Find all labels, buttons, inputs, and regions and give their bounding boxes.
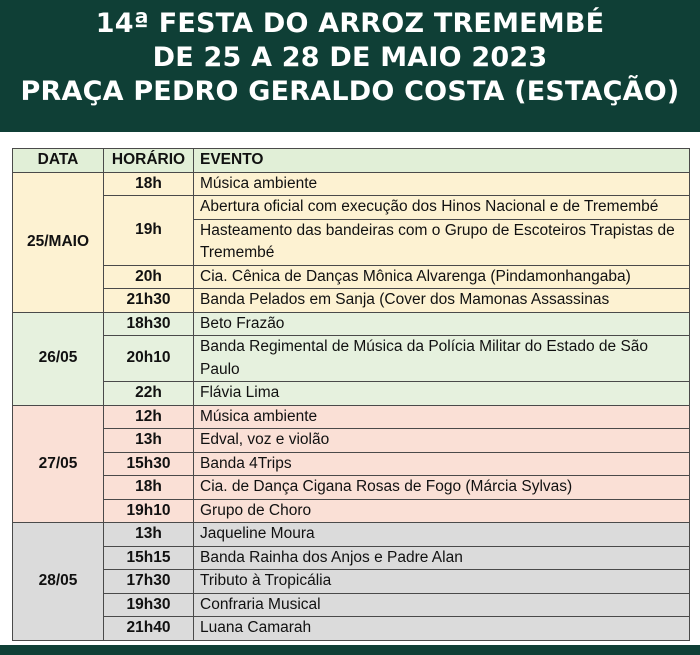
time-cell: 15h30 — [104, 452, 194, 476]
column-header-date: DATA — [13, 149, 104, 173]
time-cell: 15h15 — [104, 546, 194, 570]
event-cell: Banda Rainha dos Anjos e Padre Alan — [194, 546, 690, 570]
event-cell: Música ambiente — [194, 172, 690, 196]
table-row — [13, 476, 690, 500]
table-row — [13, 617, 690, 641]
poster-footer-band — [0, 645, 700, 655]
event-cell: Música ambiente — [194, 405, 690, 429]
event-cell: Flávia Lima — [194, 382, 690, 406]
event-cell: Abertura oficial com execução dos Hinos Nacional e de Tremembé — [194, 196, 690, 220]
table-row — [13, 593, 690, 617]
time-cell: 20h10 — [104, 336, 194, 382]
festival-title: 14ª FESTA DO ARROZ TREMEMBÉ — [95, 8, 605, 39]
date-cell: 25/MAIO — [13, 172, 104, 312]
time-cell: 21h30 — [104, 289, 194, 313]
table-row — [13, 336, 690, 382]
time-cell: 19h — [104, 196, 194, 266]
time-cell: 13h — [104, 429, 194, 453]
event-cell: Tributo à Tropicália — [194, 570, 690, 594]
table-row — [13, 499, 690, 523]
festival-venue: PRAÇA PEDRO GERALDO COSTA (ESTAÇÃO) — [20, 76, 680, 107]
event-cell: Banda Pelados em Sanja (Cover dos Mamonas Assassinas — [194, 289, 690, 313]
table-row — [13, 289, 690, 313]
poster-header — [0, 0, 700, 132]
event-cell: Luana Camarah — [194, 617, 690, 641]
table-row — [13, 196, 690, 220]
event-cell: Banda Regimental de Música da Polícia Militar do Estado de São Paulo — [194, 336, 690, 382]
time-cell: 22h — [104, 382, 194, 406]
event-cell: Confraria Musical — [194, 593, 690, 617]
table-row — [13, 523, 690, 547]
time-cell: 18h30 — [104, 312, 194, 336]
schedule-table — [12, 148, 690, 641]
time-cell: 21h40 — [104, 617, 194, 641]
table-row — [13, 405, 690, 429]
event-cell: Cia. Cênica de Danças Mônica Alvarenga (Pindamonhangaba) — [194, 265, 690, 289]
time-cell: 19h30 — [104, 593, 194, 617]
table-row — [13, 429, 690, 453]
festival-dates: DE 25 A 28 DE MAIO 2023 — [152, 42, 548, 73]
event-cell: Cia. de Dança Cigana Rosas de Fogo (Márcia Sylvas) — [194, 476, 690, 500]
date-cell: 27/05 — [13, 405, 104, 523]
table-row — [13, 312, 690, 336]
time-cell: 12h — [104, 405, 194, 429]
date-cell: 26/05 — [13, 312, 104, 405]
schedule-panel — [0, 132, 700, 645]
event-cell: Edval, voz e violão — [194, 429, 690, 453]
time-cell: 18h — [104, 476, 194, 500]
time-cell: 13h — [104, 523, 194, 547]
column-header-time: HORÁRIO — [104, 149, 194, 173]
event-cell: Banda 4Trips — [194, 452, 690, 476]
time-cell: 17h30 — [104, 570, 194, 594]
table-row — [13, 265, 690, 289]
table-row — [13, 546, 690, 570]
event-cell: Beto Frazão — [194, 312, 690, 336]
column-header-event: EVENTO — [194, 149, 690, 173]
time-cell: 18h — [104, 172, 194, 196]
table-row — [13, 172, 690, 196]
table-row — [13, 570, 690, 594]
table-row — [13, 452, 690, 476]
time-cell: 19h10 — [104, 499, 194, 523]
date-cell: 28/05 — [13, 523, 104, 641]
table-row — [13, 382, 690, 406]
event-cell: Jaqueline Moura — [194, 523, 690, 547]
event-cell: Grupo de Choro — [194, 499, 690, 523]
event-cell: Hasteamento das bandeiras com o Grupo de Escoteiros Trapistas de Tremembé — [194, 219, 690, 265]
table-header-row — [13, 149, 690, 173]
time-cell: 20h — [104, 265, 194, 289]
